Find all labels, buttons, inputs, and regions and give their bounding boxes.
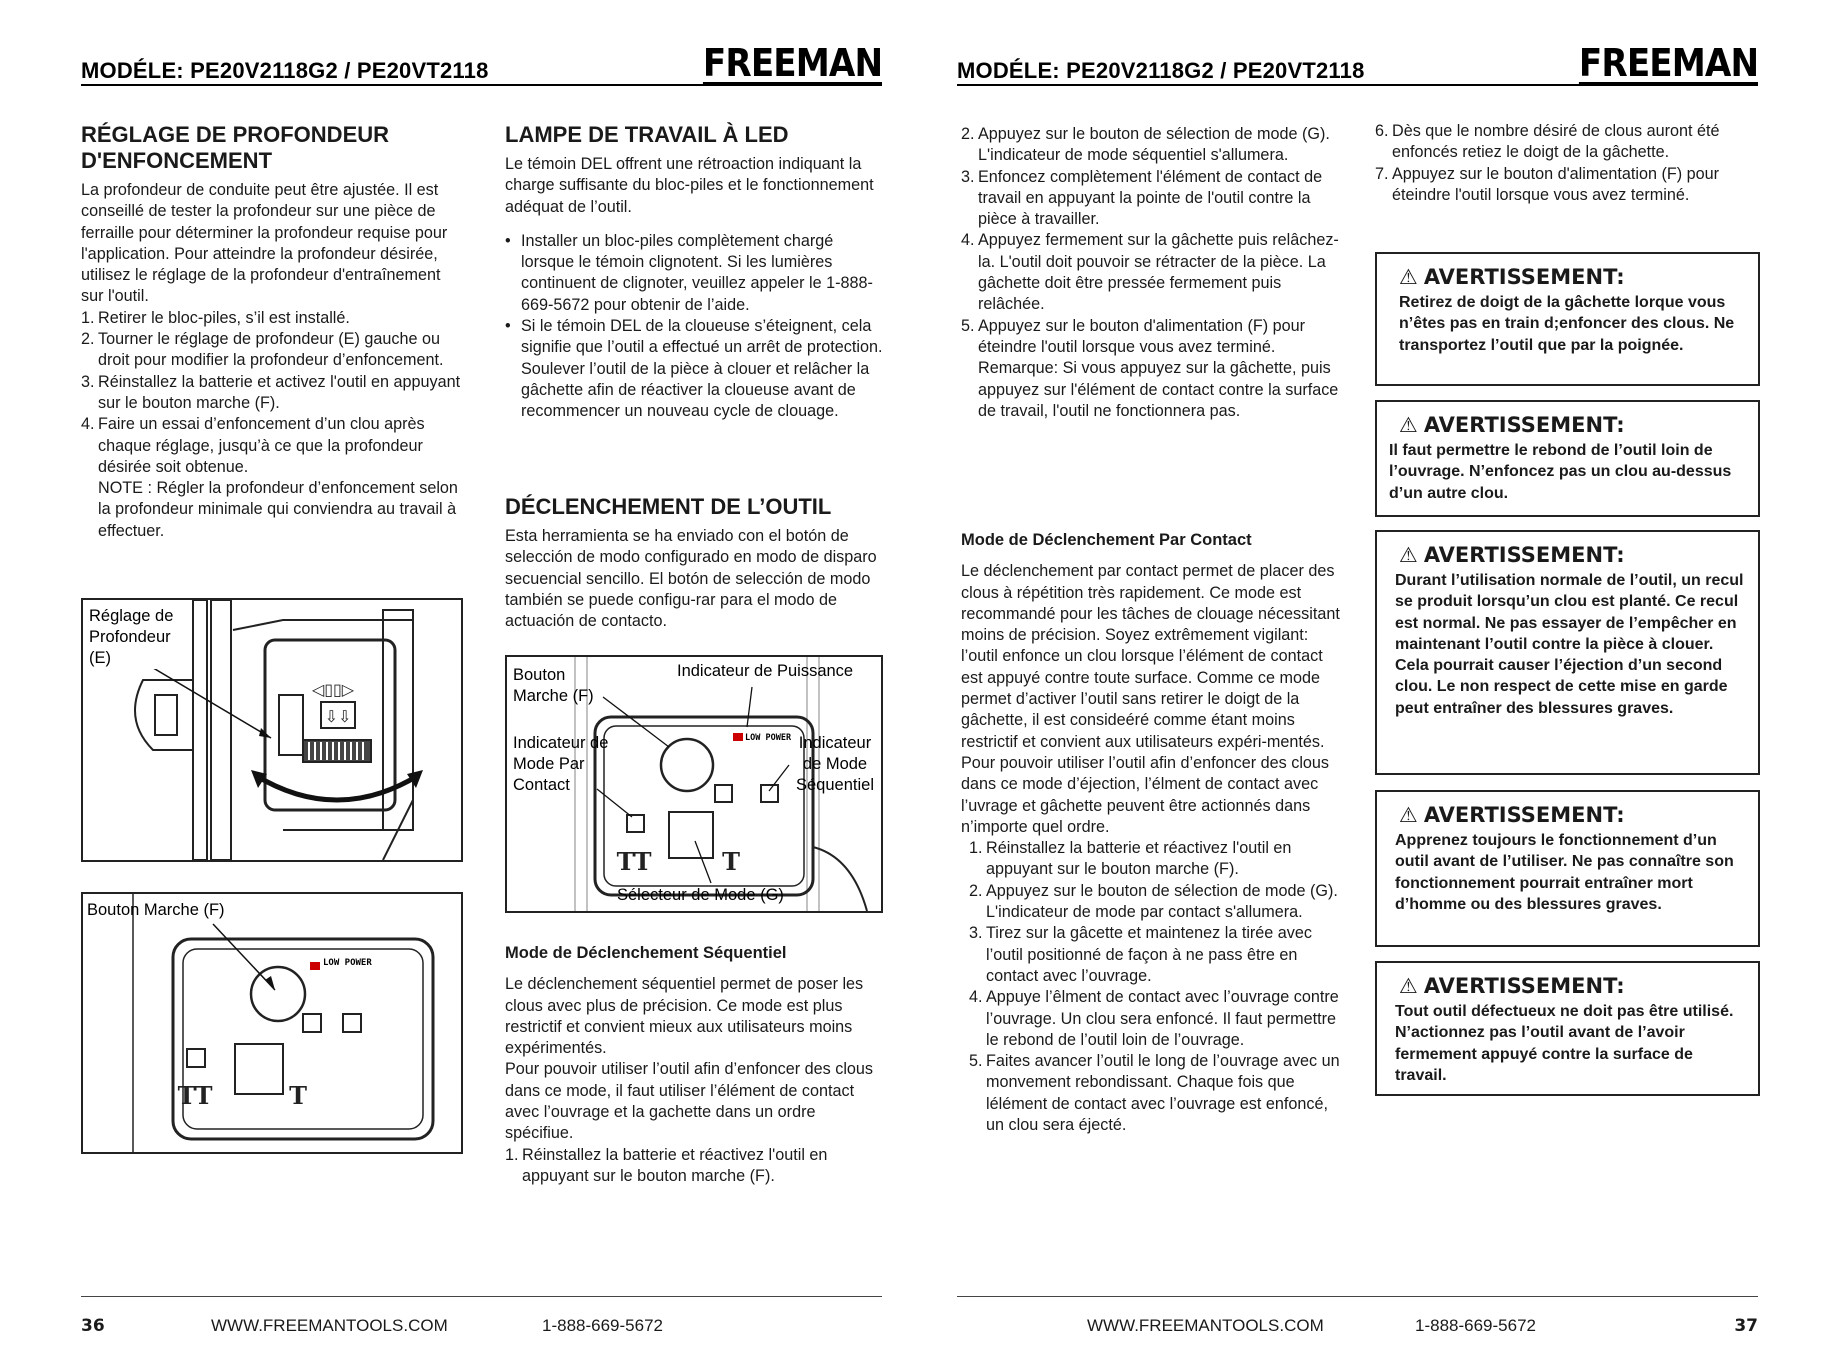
warning-box — [1375, 530, 1760, 775]
warning-title: ⚠ AVERTISSEMENT: — [1399, 543, 1625, 567]
contact-title: Mode de Déclenchement Par Contact — [961, 531, 1252, 549]
svg-text:T: T — [722, 847, 740, 876]
phone-number: 1-888-669-5672 — [1415, 1316, 1536, 1335]
sequential-intro: Le déclenchement séquentiel permet de poser les clous avec plus de précision. Ce mode est plus restrictif et convient mieux aux utilisateurs moins expérimentés. — [505, 975, 864, 1058]
list-item: 5. Faites avancer l’outil le long de l’ouvrage avec un monvement rebondissant. Chaque fois que lélément de contact avec l’ouvrage est enfoncé, un clou sera éjecté. — [969, 1052, 1340, 1135]
sequential-remark: Remarque: Si vous appuyez sur la gâchette, puis appuyez sur l'élément de contact contre la surface de travail, l'outil ne fonctionnera pas. — [978, 359, 1339, 420]
list-item: 1. Réinstallez la batterie et réactivez l'outil en appuyant sur le bouton marche (F). — [969, 839, 1292, 879]
list-item: 2. Appuyez sur le bouton de sélection de mode (G). L'indicateur de mode séquentiel s'allumera. — [961, 125, 1330, 165]
fig3-sequential-mode-label: Indicateur de Mode Séquentiel — [796, 734, 874, 794]
fig3-contact-mode-label: Indicateur de Mode Par Contact — [513, 734, 609, 794]
power-button-figure — [81, 892, 463, 1154]
final-steps — [1375, 121, 1760, 206]
sequential-intro-2: Pour pouvoir utiliser l’outil afin d’enfoncer des clous dans ce mode, il faut utiliser l’élément de contact avec l’ouvrage et la gachette dans un ordre spécifiue. — [505, 1060, 874, 1143]
led-bullets — [505, 231, 887, 423]
list-item: 7. Appuyez sur le bouton d'alimentation (F) pour éteindre l'outil lorsque vous avez terminé. — [1375, 164, 1720, 204]
warning-triangle-icon: ⚠ — [1399, 974, 1418, 998]
contact-intro-2: Pour pouvoir utiliser l’outil afin d’enfoncer des clous dans ce mode d’éjection, l’élment de contact avec l’uvrage et gâchette peuvent être actionnés dans n’importe quel ordre. — [961, 753, 1330, 836]
list-item: 1. Réinstallez la batterie et réactivez l'outil en appuyant sur le bouton marche (F). — [505, 1145, 828, 1185]
warning-box — [1375, 961, 1760, 1096]
warning-text: Durant l’utilisation normale de l’outil, un recul se produit lorsqu’un clou est planté. Ce recul est normal. Ne pas essayer de l’empêcher en maintenant l’outil contre la pièce à clouer. Cela pourrait causer l’éjection d’un second clou. Le non respect de cette mise en garde peut entraîner des blessures graves. — [1395, 572, 1744, 717]
trigger-intro: Esta herramienta se ha enviado con el botón de selección de modo configurado en modo de disparo secuencial sencillo. El botón de selección de modo también se puede configu-rar para el modo de actuación de contacto. — [505, 527, 877, 631]
depth-note: NOTE : Régler la profondeur d’enfoncement selon la profondeur minimale qui conviendra au travail à effectuer. — [98, 479, 458, 540]
fig3-power-indicator-label: Indicateur de Puissance — [677, 662, 854, 680]
list-item: 3. Enfoncez complètement l'élément de contact de travail en appuyant la pointe de l'outil contre la pièce à travailler. — [961, 167, 1323, 229]
warning-title: ⚠ AVERTISSEMENT: — [1399, 413, 1625, 437]
contact-steps — [961, 838, 1341, 1136]
list-item: 3. Tirez sur la gâcette et maintenez la tirée avec l’outil positionné de façon à ne pass être en contact avec l’ouvrage. — [969, 924, 1313, 985]
sequential-steps-cont — [961, 124, 1341, 422]
warning-text: Tout outil défectueux ne doit pas être utilisé. N’actionnez pas l’outil avant de l’avoir fermement appuyé contre la surface de travail. — [1395, 1003, 1734, 1084]
right-page — [917, 0, 1834, 1362]
freeman-logo: FREEMAN — [1578, 41, 1758, 85]
warning-title: ⚠ AVERTISSEMENT: — [1399, 803, 1625, 827]
model-title: MODÉLE: PE20V2118G2 / PE20VT2118 — [957, 58, 1365, 83]
website-link[interactable]: WWW.FREEMANTOOLS.COM — [1087, 1316, 1324, 1335]
warning-text: Retirez de doigt de la gâchette lorque vous n’êtes pas en train d;enfoncer des clous. Ne transportez l’outil que par la poignée. — [1399, 294, 1735, 354]
led-title: LAMPE DE TRAVAIL À LED — [505, 122, 789, 147]
final-steps-list — [1375, 121, 1760, 206]
warning-triangle-icon: ⚠ — [1399, 803, 1418, 827]
fig3-mode-selector-label: Sélecteur de Mode (G) — [617, 886, 784, 904]
fig3-low-power-label: LOW POWER — [745, 733, 792, 743]
depth-title: RÉGLAGE DE PROFONDEUR D'ENFONCEMENT — [81, 122, 390, 173]
sequential-steps — [961, 124, 1341, 422]
warning-title: ⚠ AVERTISSEMENT: — [1399, 265, 1625, 289]
list-item: 6. Dès que le nombre désiré de clous auront été enfoncés retiez le doigt de la gâchette. — [1375, 122, 1720, 162]
list-item: 4. Appuye l’êlment de contact avec l’ouvrage contre l’ouvrage. Un clou sera enfoncé. Il faut permettre le rebond de l’outil loin de l’ouvrage. — [969, 988, 1339, 1049]
list-item: 4. Appuyez fermement sur la gâchette puis relâchez-la. L'outil doit pouvoir se rétracter de la pièce. La gâchette doit être pressée fermement puis relâchée. — [961, 231, 1339, 314]
model-title: MODÉLE: PE20V2118G2 / PE20VT2118 — [81, 58, 489, 83]
page-footer — [81, 1296, 882, 1337]
led-section — [505, 122, 887, 423]
list-item: 4. Faire un essai d’enfoncement d’un clou après chaque réglage, jusqu’à ce que la profondeur désirée soit obtenue. NOTE : Régler la profondeur d’enfoncement selon la profondeur minimale qui conviendra au travail à effectuer. — [81, 414, 463, 542]
low-power-label: LOW POWER — [323, 958, 372, 968]
contact-intro: Le déclenchement par contact permet de placer des clous à répétition très rapidement. Ce mode est recommandé pour les tâches de clouage nécessitant moins de précision. Soyez extrêmement vigilant: l’outil enfonce un clou lorsque l’élément de contact est appuyé contre toute surface. Comme ce mode permet d’activer l’outil sans retirer le doigt de la gâchette, il est consideéré comme étant moins restrictif et convient aux utilisateurs expéri-mentés. — [961, 562, 1340, 751]
depth-intro: La profondeur de conduite peut être ajustée. Il est conseillé de tester la profondeur sur une pièce de ferraille pour déterminer la profondeur requise pour l'application. Pour atteindre la profondeur désirée, utilisez le réglage de la profondeur d'entraînement sur l'outil. — [81, 181, 448, 306]
website-link[interactable]: WWW.FREEMANTOOLS.COM — [211, 1316, 448, 1335]
trigger-title: DÉCLENCHEMENT DE L’OUTIL — [505, 494, 832, 519]
fig3-power-button-label: Bouton Marche (F) — [513, 666, 594, 705]
led-intro: Le témoin DEL offrent une rétroaction indiquant la charge suffisante du bloc-piles et le fonctionnement adéquat de l’outil. — [505, 155, 874, 216]
list-item: 5. Appuyez sur le bouton d'alimentation (F) pour éteindre l'outil lorsque vous avez terminé. Remarque: Si vous appuyez sur la gâchette, puis appuyez sur l'élément de contact contre la surface de travail, l'outil ne fonctionnera pas. — [961, 316, 1341, 422]
warning-box — [1375, 252, 1760, 386]
depth-steps — [81, 308, 463, 542]
svg-text:T: T — [289, 1081, 307, 1110]
power-figure-label: Bouton Marche (F) — [87, 901, 225, 919]
trigger-section — [505, 494, 887, 632]
svg-text:TT: TT — [616, 847, 652, 876]
warning-text: Apprenez toujours le fonctionnement d’un outil avant de l’utiliser. Ne pas connaître son fonctionnement pourrait entraîner mort d’homme ou des blessures graves. — [1395, 832, 1734, 913]
sequential-steps-start — [505, 1145, 887, 1188]
page-footer — [957, 1296, 1758, 1337]
page-header — [957, 41, 1758, 86]
warning-title: ⚠ AVERTISSEMENT: — [1399, 974, 1625, 998]
list-item: 2. Tourner le réglage de profondeur (E) gauche ou droit pour modifier la profondeur d’enfoncement. — [81, 330, 444, 370]
mode-selector-figure — [505, 655, 883, 913]
depth-figure-label: Réglage de Profondeur (E) — [89, 606, 189, 669]
page-header — [81, 41, 882, 86]
list-item: • Installer un bloc-piles complètement chargé lorsque le témoin clignotent. Si les lumières continuent de clignoter, veuillez appeler le 1-888-669-5672 pour obtenir de l’aide. — [505, 231, 873, 314]
contact-section — [961, 530, 1341, 1136]
page-number: 37 — [1734, 1316, 1758, 1336]
depth-adjust-figure — [81, 598, 463, 862]
list-item: • Si le témoin DEL de la cloueuse s’éteignent, cela signifie que l’outil a effectué un arrêt de protection. Soulever l’outil de la pièce à clouer et relâcher la gâchette afin de réactiver la cloueuse avant de recommencer un nouveau cycle de clouage. — [505, 317, 883, 421]
depth-section — [81, 122, 463, 542]
svg-text:⇩⇩: ⇩⇩ — [324, 707, 352, 726]
svg-text:◁▯▯▷: ◁▯▯▷ — [311, 680, 355, 699]
warning-box — [1375, 790, 1760, 947]
power-panel-illustration — [83, 894, 461, 1152]
warning-text: Il faut permettre le rebond de l’outil loin de l’ouvrage. N’enfoncez pas un clou au-dessus d’un autre clou. — [1389, 442, 1732, 502]
sequential-title: Mode de Déclenchement Séquentiel — [505, 944, 787, 962]
warning-triangle-icon: ⚠ — [1399, 265, 1418, 289]
svg-text:TT: TT — [177, 1081, 213, 1110]
phone-number: 1-888-669-5672 — [542, 1316, 663, 1335]
freeman-logo: FREEMAN — [702, 41, 882, 85]
page-number: 36 — [81, 1316, 105, 1336]
sequential-section — [505, 943, 887, 1187]
warning-triangle-icon: ⚠ — [1399, 543, 1418, 567]
warning-triangle-icon: ⚠ — [1399, 413, 1418, 437]
list-item: 1. Retirer le bloc-piles, s’il est installé. — [81, 308, 350, 327]
list-item: 3. Réinstallez la batterie et activez l'outil en appuyant sur le bouton marche (F). — [81, 372, 461, 412]
list-item: 2. Appuyez sur le bouton de sélection de mode (G). L'indicateur de mode par contact s'allumera. — [969, 881, 1338, 922]
warning-box — [1375, 400, 1760, 517]
